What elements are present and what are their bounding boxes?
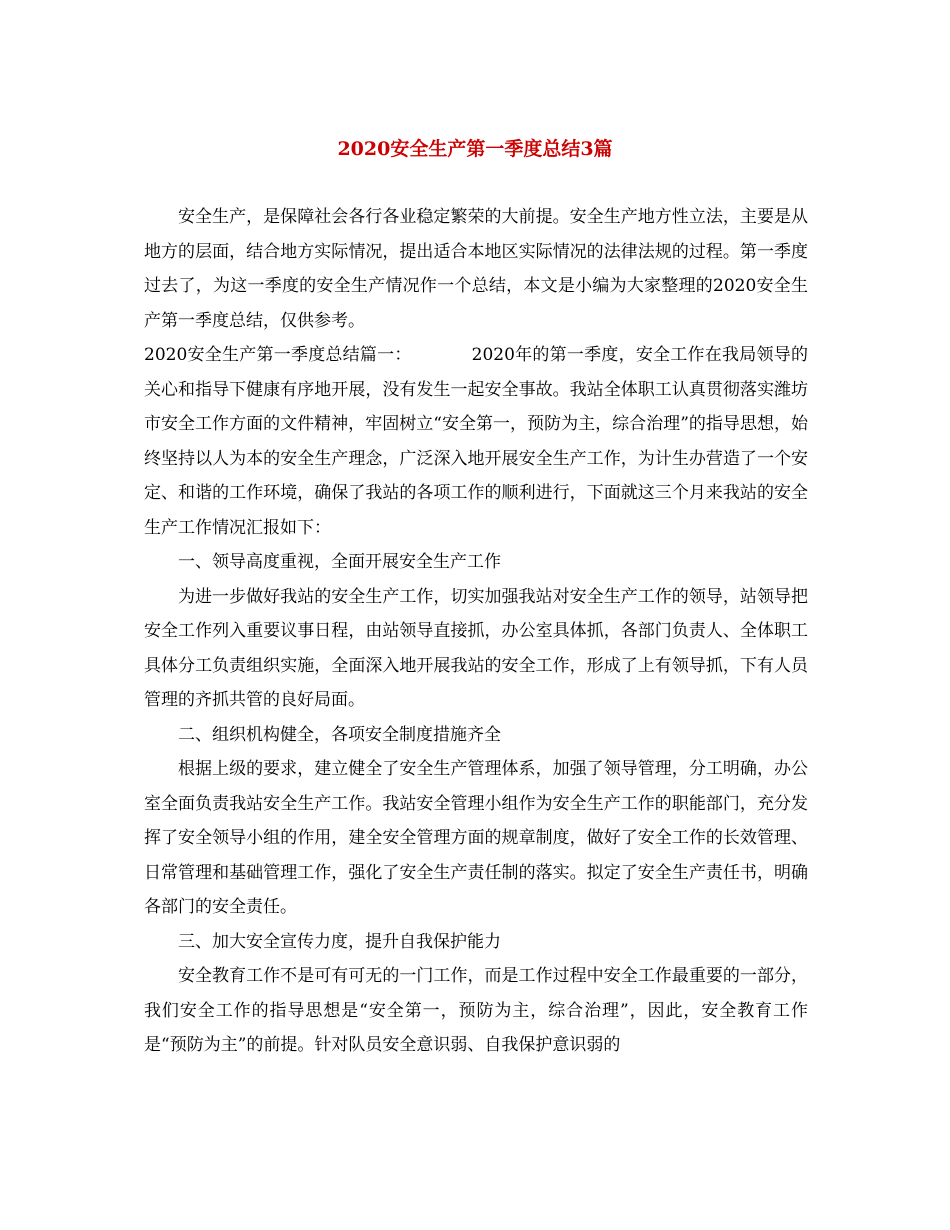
paragraph-three: 安全教育工作不是可有可无的一门工作，而是工作过程中安全工作最重要的一部分，我们安全工作的指导思想是“安全第一，预防为主，综合治理”，因此，安全教育工作是“预防为主”的前提。针对队员安全意识弱、自我保护意识弱的	[144, 966, 808, 1055]
paragraph-two: 根据上级的要求，建立健全了安全生产管理体系，加强了领导管理，分工明确，办公室全面负责我站安全生产工作。我站安全管理小组作为安全生产工作的职能部门，充分发挥了安全领导小组的作用，建全安全管理方面的规章制度，做好了安全工作的长效管理、日常管理和基础管理工作，强化了安全生产责任制的落实。拟定了安全生产责任书，明确各部门的安全责任。	[144, 759, 808, 917]
heading-three: 三、加大安全宣传力度，提升自我保护能力	[178, 931, 501, 952]
heading-two: 二、组织机构健全，各项安全制度措施齐全	[178, 724, 501, 745]
document-title: 2020安全生产第一季度总结3篇	[337, 138, 613, 160]
heading-one: 一、领导高度重视，全面开展安全生产工作	[178, 552, 501, 572]
section-one-heading: 2020安全生产第一季度总结篇一：	[144, 345, 412, 365]
paragraph-one: 为进一步做好我站的安全生产工作，切实加强我站对安全生产工作的领导，站领导把安全工作列入重要议事日程，由站领导直接抓，办公室具体抓，各部门负责人、全体职工具体分工负责组织实施，全面深入地开展我站的安全工作，形成了上有领导抓，下有人员管理的齐抓共管的良好局面。	[144, 586, 808, 710]
section-one-intro: 2020年的第一季度，安全工作在我局领导的关心和指导下健康有序地开展，没有发生一起安全事故。我站全体职工认真贯彻落实潍坊市安全工作方面的文件精神，牢固树立“安全第一，预防为主，综合治理”的指导思想，始终坚持以人为本的安全生产理念，广泛深入地开展安全生产工作，为计生办营造了一个安定、和谐的工作环境，确保了我站的各项工作的顺利进行，下面就这三个月来我站的安全生产工作情况汇报如下：	[144, 345, 808, 538]
document-body	[144, 200, 808, 1063]
intro-paragraph: 安全生产，是保障社会各行各业稳定繁荣的大前提。安全生产地方性立法，主要是从地方的层面，结合地方实际情况，提出适合本地区实际情况的法律法规的过程。第一季度过去了，为这一季度的安全生产情况作一个总结，本文是小编为大家整理的2020安全生产第一季度总结，仅供参考。	[144, 207, 808, 331]
section-one-paragraph	[144, 338, 808, 545]
